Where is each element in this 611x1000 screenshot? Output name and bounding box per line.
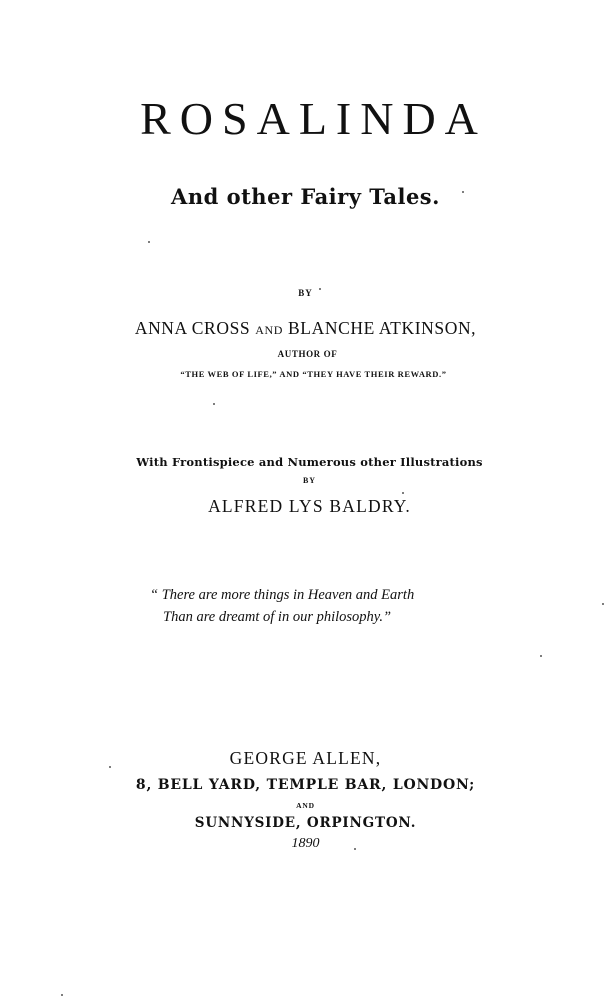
- scan-speck: [109, 766, 111, 768]
- illustrator-by-label: BY: [302, 476, 317, 485]
- illustrator-name: ALFRED LYS BALDRY.: [208, 496, 411, 516]
- scan-speck: [540, 655, 542, 657]
- first-author: ANNA CROSS: [134, 318, 251, 338]
- book-title: ROSALINDA: [140, 93, 487, 144]
- illustrations-note: With Frontispiece and Numerous other Illustrations: [136, 455, 483, 469]
- scan-speck: [354, 848, 356, 850]
- second-author: BLANCHE ATKINSON,: [288, 318, 477, 338]
- publisher-name: GEORGE ALLEN,: [229, 748, 382, 768]
- by-label: BY: [298, 288, 313, 298]
- epigraph-line-2: Than are dreamt of in our philosophy.”: [163, 609, 392, 625]
- scan-speck: [213, 403, 215, 405]
- epigraph-line-1: “ There are more things in Heaven and Earth: [150, 587, 415, 603]
- publisher-address: 8, BELL YARD, TEMPLE BAR, LONDON;: [135, 777, 476, 793]
- scan-speck: [61, 994, 63, 996]
- authors-line: [0, 318, 611, 339]
- second-address: SUNNYSIDE, ORPINGTON.: [194, 815, 417, 831]
- author-of-label: AUTHOR OF: [277, 349, 338, 359]
- publication-year: 1890: [291, 836, 320, 851]
- scan-speck: [148, 241, 150, 243]
- book-subtitle: And other Fairy Tales.: [171, 184, 440, 209]
- scan-speck: [402, 492, 404, 494]
- scan-speck: [319, 288, 321, 290]
- scan-speck: [602, 603, 604, 605]
- authors-joiner: AND: [255, 323, 284, 337]
- address-joiner: AND: [296, 801, 315, 810]
- scan-speck: [462, 191, 464, 193]
- previous-works: “THE WEB OF LIFE,” AND “THEY HAVE THEIR REWARD.”: [180, 369, 447, 379]
